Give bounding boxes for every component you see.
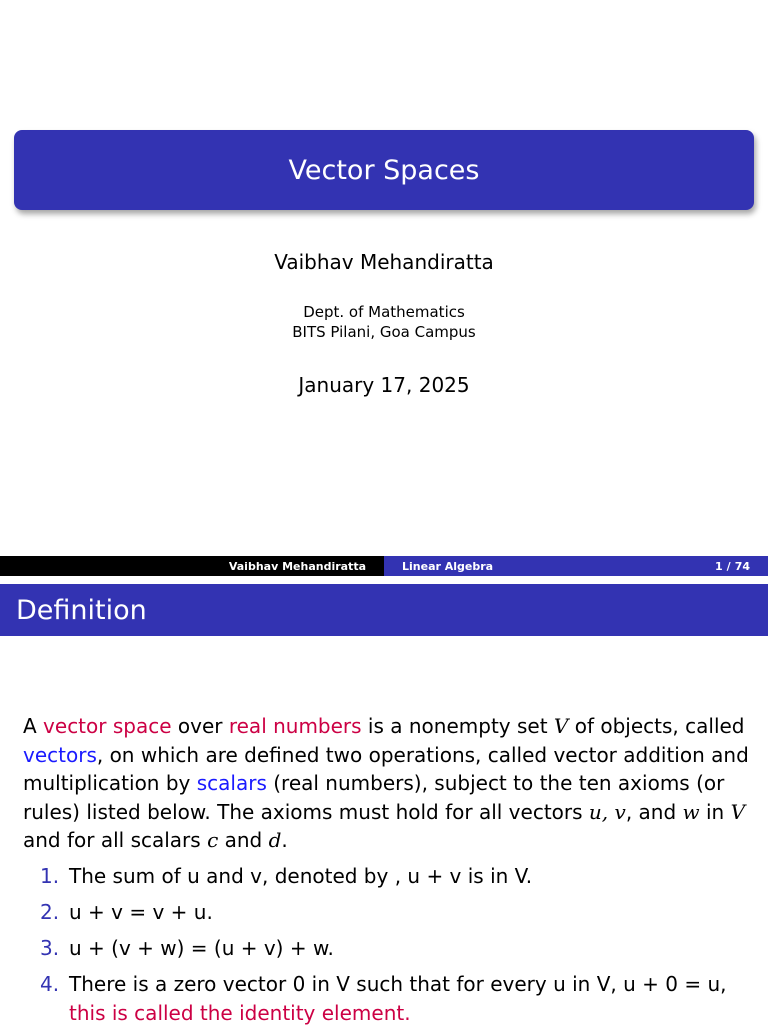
text-segment: and <box>218 828 269 852</box>
identity-note: this is called the identity element. <box>69 1000 411 1025</box>
text-segment: over <box>171 714 229 738</box>
presentation-title: Vector Spaces <box>288 154 480 186</box>
page-separator: / <box>726 559 731 573</box>
author-name: Vaibhav Mehandiratta <box>274 250 494 274</box>
footer-author: Vaibhav Mehandiratta <box>228 559 366 573</box>
term-vector-space: vector space <box>43 714 172 738</box>
text-segment: . <box>281 828 288 852</box>
item-text: u + v = v + u. <box>69 900 213 924</box>
item-number: 3. <box>40 936 60 960</box>
slide-footer <box>0 556 768 576</box>
term-vectors: vectors <box>23 742 97 767</box>
item-text: u + (v + w) = (u + v) + w. <box>69 936 334 960</box>
text-segment: of objects, called <box>568 714 745 738</box>
institute-campus: BITS Pilani, Goa Campus <box>292 323 476 341</box>
math-V: V <box>553 714 569 738</box>
footer-page-number <box>715 560 750 573</box>
list-item <box>40 934 760 963</box>
text-segment: is a nonempty set <box>361 714 554 738</box>
text-segment: and for all scalars <box>23 828 208 852</box>
list-item <box>40 862 760 891</box>
text-segment: (real numbers), subject to the ten axioms (or rules) listed below. The axioms must hold for all vectors <box>23 771 725 824</box>
math-c: c <box>207 828 219 852</box>
math-V: V <box>730 799 746 824</box>
title-banner <box>14 130 754 210</box>
text-segment: , and <box>625 799 683 824</box>
math-w: w <box>682 799 700 824</box>
presentation-date: January 17, 2025 <box>298 373 470 397</box>
item-number: 1. <box>40 864 60 888</box>
axiom-list <box>40 862 760 1035</box>
frame-title: Definition <box>16 594 147 626</box>
item-text: The sum of u and v, denoted by , u + v is in V. <box>69 864 533 888</box>
page-current: 1 <box>715 559 723 573</box>
term-scalars: scalars <box>196 771 267 795</box>
footer-short-title: Linear Algebra <box>402 559 494 573</box>
item-text: There is a zero vector 0 in V such that for every u in V, u + 0 = u, <box>69 972 727 996</box>
text-segment: , on which are defined two operations, called vector addition and multiplication by <box>23 742 749 795</box>
footer-author-box <box>0 556 384 576</box>
institute-department: Dept. of Mathematics <box>303 303 465 321</box>
page-total: 74 <box>734 559 750 573</box>
list-item <box>40 970 760 1027</box>
term-real-numbers: real numbers <box>228 714 362 738</box>
frame-title-bar <box>0 584 768 636</box>
math-u-v: u, v <box>588 799 626 824</box>
text-segment: A <box>23 714 44 738</box>
item-number: 4. <box>40 972 60 996</box>
item-number: 2. <box>40 900 60 924</box>
definition-paragraph <box>23 712 753 855</box>
footer-title-box <box>384 556 768 576</box>
item-body <box>69 970 760 1027</box>
math-d: d <box>268 828 282 852</box>
list-item <box>40 898 760 927</box>
text-segment: in <box>699 799 731 824</box>
